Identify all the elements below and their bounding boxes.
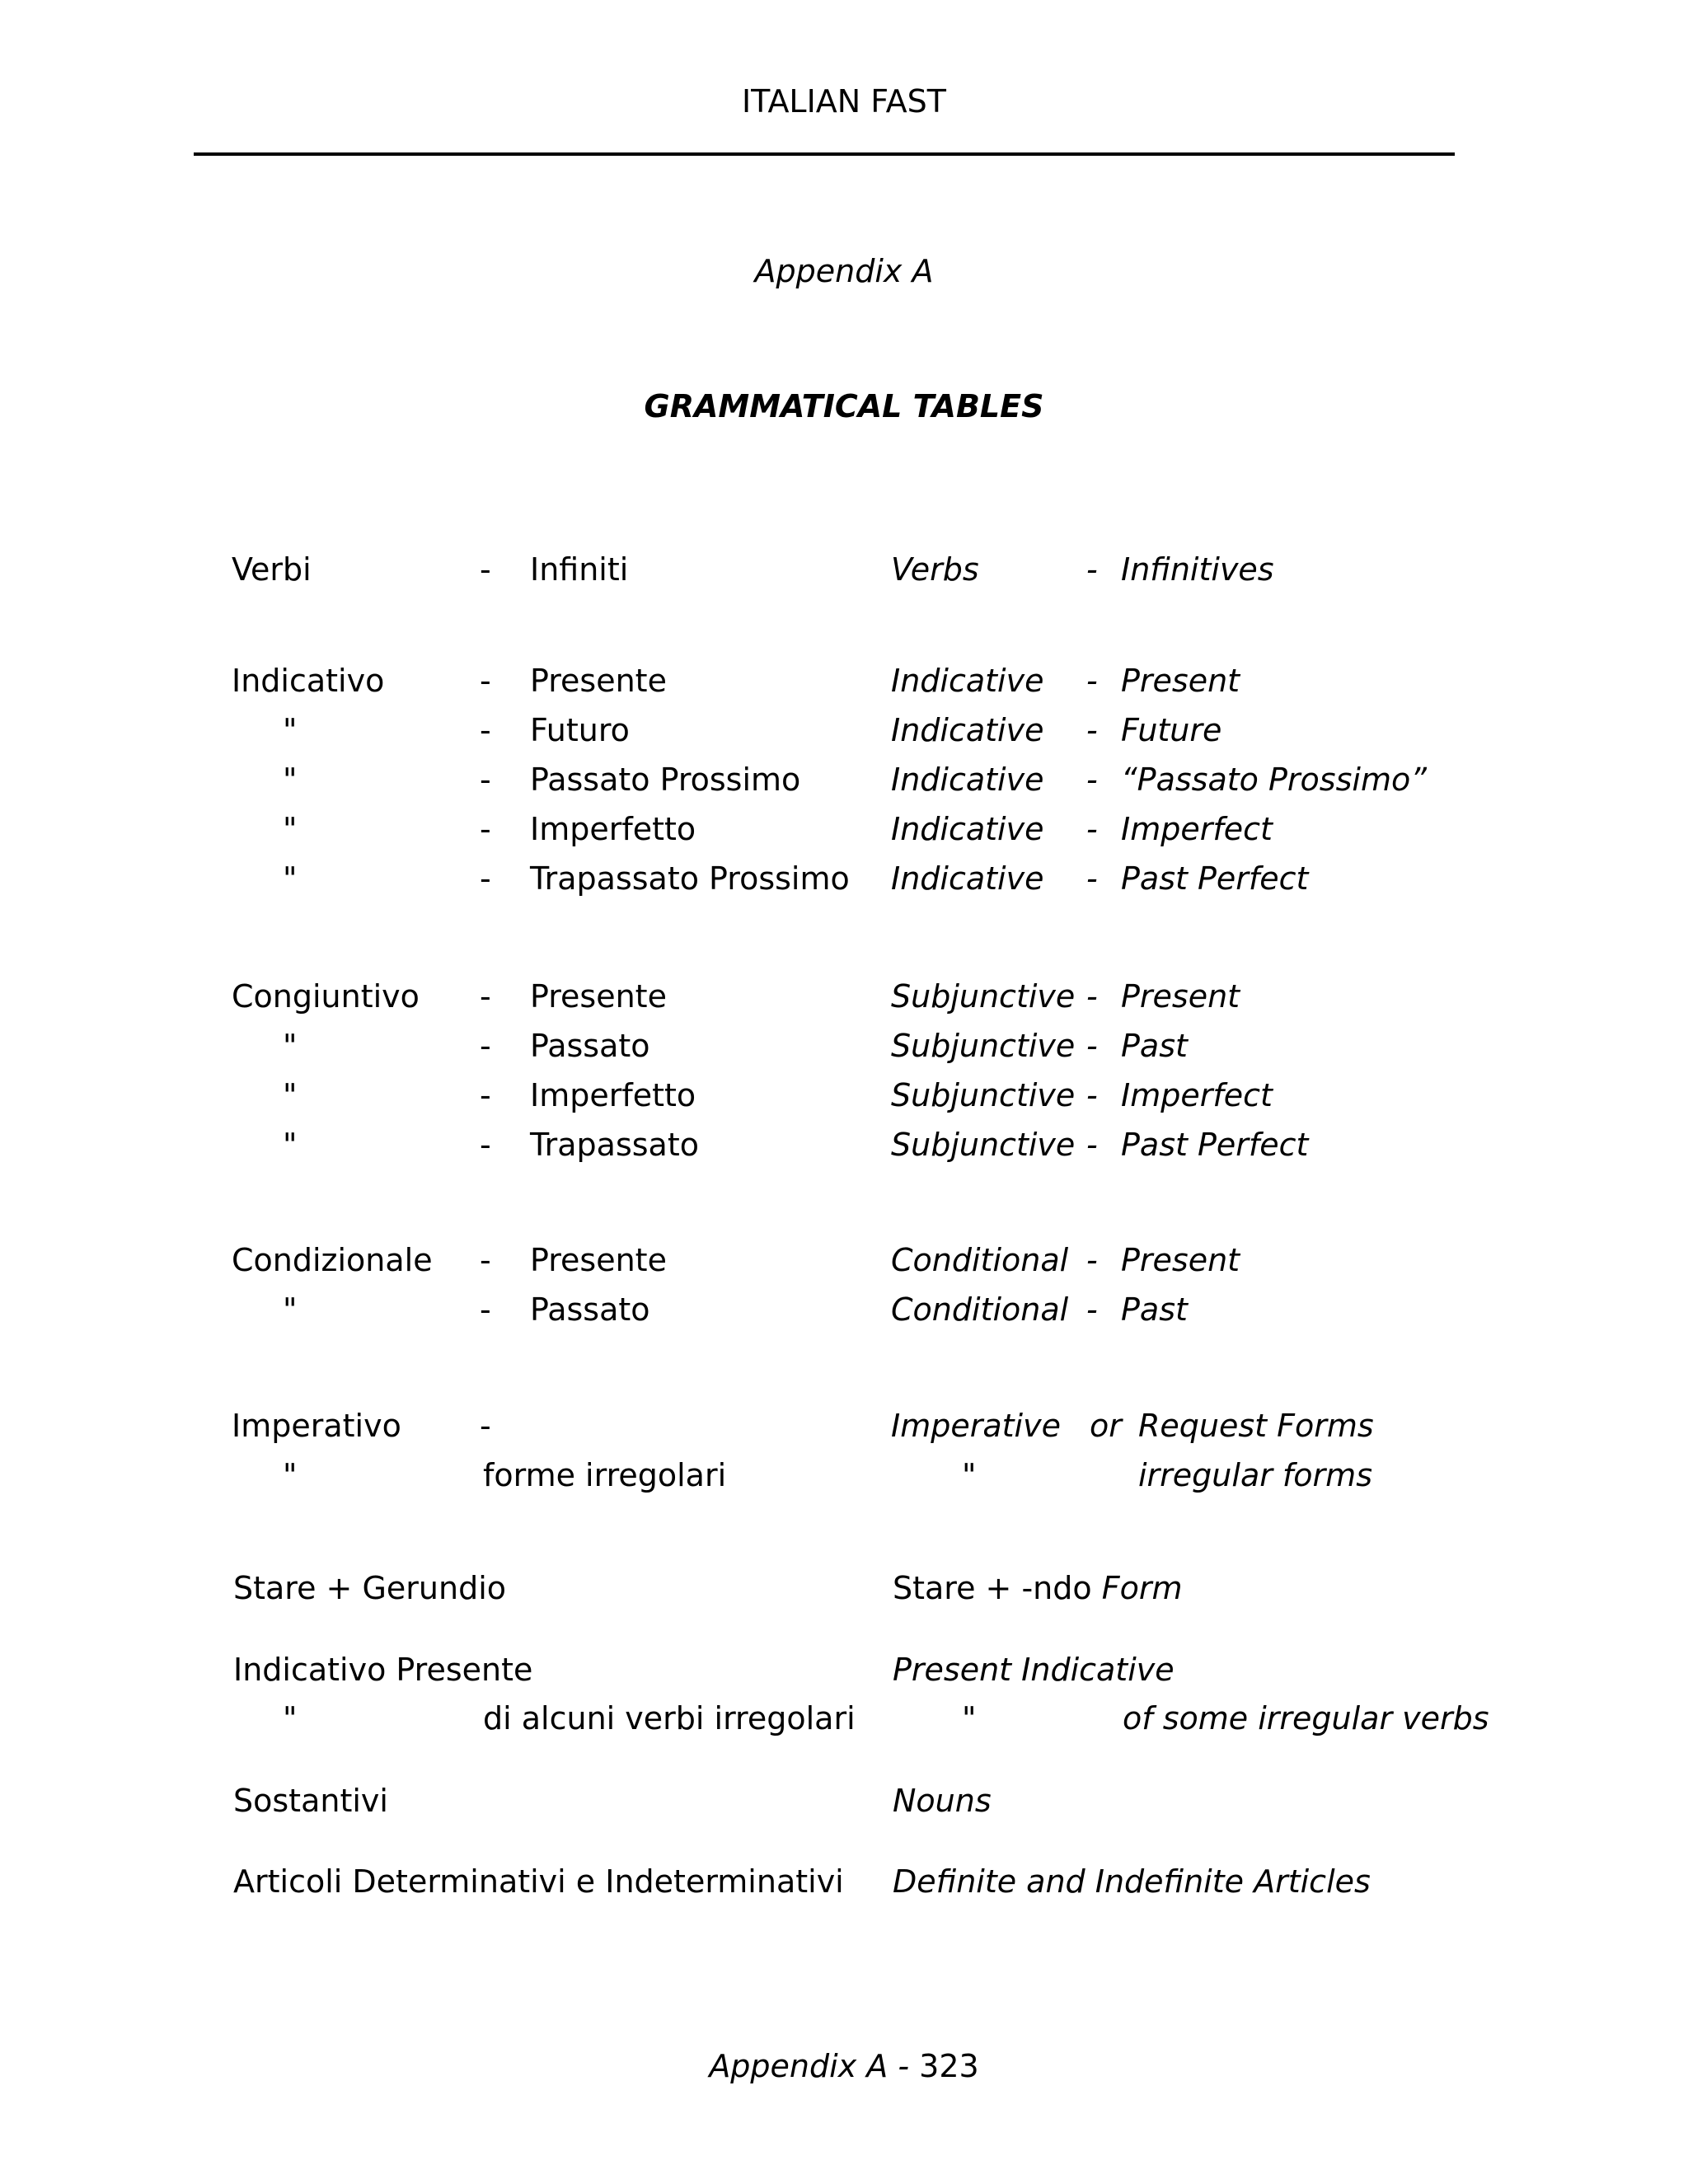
ditto-mark: " bbox=[283, 1457, 298, 1493]
en-connector: or bbox=[1090, 1408, 1122, 1444]
en-term-tail: Form bbox=[1101, 1570, 1183, 1606]
en-dash: - bbox=[1086, 551, 1098, 588]
en-term: Conditional bbox=[891, 1291, 1069, 1328]
en-subterm: of some irregular verbs bbox=[1123, 1700, 1489, 1736]
en-dash: - bbox=[1086, 663, 1098, 699]
en-subterm: Past Perfect bbox=[1121, 860, 1309, 897]
it-dash: - bbox=[480, 1408, 491, 1444]
en-dash: - bbox=[1086, 1028, 1098, 1064]
it-subterm: forme irregolari bbox=[483, 1457, 727, 1493]
it-subterm: Futuro bbox=[530, 712, 630, 748]
it-subterm: di alcuni verbi irregolari bbox=[483, 1700, 856, 1736]
en-subterm: Past bbox=[1121, 1028, 1188, 1064]
appendix-title: Appendix A bbox=[754, 253, 934, 289]
en-subterm: Imperfect bbox=[1121, 1077, 1273, 1113]
section-title: GRAMMATICAL TABLES bbox=[644, 388, 1044, 424]
en-dash: - bbox=[1086, 1291, 1098, 1328]
it-subterm: Imperfetto bbox=[530, 811, 696, 847]
en-term: Indicative bbox=[891, 663, 1044, 699]
ditto-mark: " bbox=[283, 1028, 298, 1064]
it-subterm: Infiniti bbox=[530, 551, 629, 588]
ditto-mark: " bbox=[283, 811, 298, 847]
page-number: 323 bbox=[919, 2048, 979, 2084]
en-term: Subjunctive bbox=[891, 1077, 1076, 1113]
en-term: Indicative bbox=[891, 762, 1044, 798]
en-term: Indicative bbox=[891, 712, 1044, 748]
en-dash: - bbox=[1086, 712, 1098, 748]
ditto-mark: " bbox=[283, 712, 298, 748]
en-dash: - bbox=[1086, 978, 1098, 1015]
en-term: Definite and Indefinite Articles bbox=[893, 1863, 1371, 1900]
en-dash: - bbox=[1086, 811, 1098, 847]
it-term: Articoli Determinativi e Indeterminativi bbox=[233, 1863, 844, 1900]
ditto-mark: " bbox=[283, 762, 298, 798]
it-subterm: Trapassato Prossimo bbox=[530, 860, 850, 897]
it-subterm: Passato Prossimo bbox=[530, 762, 801, 798]
en-dash: - bbox=[1086, 762, 1098, 798]
it-term: Stare + Gerundio bbox=[233, 1570, 507, 1606]
en-subterm: Present bbox=[1121, 1242, 1240, 1278]
en-term: Conditional bbox=[891, 1242, 1069, 1278]
it-term: Condizionale bbox=[232, 1242, 433, 1278]
en-subterm: Past bbox=[1121, 1291, 1188, 1328]
en-term: Subjunctive bbox=[891, 1127, 1076, 1163]
en-term: Subjunctive bbox=[891, 1028, 1076, 1064]
ditto-mark: " bbox=[962, 1700, 977, 1736]
it-dash: - bbox=[480, 1291, 491, 1328]
en-subterm: Present bbox=[1121, 663, 1240, 699]
en-dash: - bbox=[1086, 860, 1098, 897]
en-subterm: Future bbox=[1121, 712, 1222, 748]
it-term: Congiuntivo bbox=[232, 978, 420, 1015]
it-subterm: Passato bbox=[530, 1291, 650, 1328]
en-subterm: Infinitives bbox=[1121, 551, 1274, 588]
header-rule bbox=[194, 152, 1455, 156]
ditto-mark: " bbox=[962, 1457, 977, 1493]
it-dash: - bbox=[480, 811, 491, 847]
en-dash: - bbox=[1086, 1242, 1098, 1278]
en-subterm: Present bbox=[1121, 978, 1240, 1015]
it-term: Sostantivi bbox=[233, 1783, 388, 1819]
en-term: Subjunctive bbox=[891, 978, 1076, 1015]
it-dash: - bbox=[480, 1028, 491, 1064]
it-subterm: Imperfetto bbox=[530, 1077, 696, 1113]
running-title: ITALIAN FAST bbox=[741, 83, 947, 120]
ditto-mark: " bbox=[283, 1700, 298, 1736]
it-dash: - bbox=[480, 712, 491, 748]
en-term: Indicative bbox=[891, 860, 1044, 897]
it-subterm: Presente bbox=[530, 663, 667, 699]
en-dash: - bbox=[1086, 1127, 1098, 1163]
it-subterm: Presente bbox=[530, 1242, 667, 1278]
it-subterm: Trapassato bbox=[530, 1127, 699, 1163]
it-dash: - bbox=[480, 978, 491, 1015]
it-dash: - bbox=[480, 551, 491, 588]
it-term: Indicativo Presente bbox=[233, 1652, 533, 1688]
en-subterm: Imperfect bbox=[1121, 811, 1273, 847]
en-subterm: “Passato Prossimo” bbox=[1121, 762, 1427, 798]
ditto-mark: " bbox=[283, 1127, 298, 1163]
it-term: Verbi bbox=[232, 551, 312, 588]
en-subterm: Request Forms bbox=[1138, 1408, 1374, 1444]
en-term bbox=[893, 1572, 1182, 1604]
it-term: Imperativo bbox=[232, 1408, 401, 1444]
it-subterm: Passato bbox=[530, 1028, 650, 1064]
en-term: Nouns bbox=[893, 1783, 992, 1819]
en-term: Imperative bbox=[891, 1408, 1061, 1444]
it-subterm: Presente bbox=[530, 978, 667, 1015]
it-dash: - bbox=[480, 1077, 491, 1113]
ditto-mark: " bbox=[283, 1291, 298, 1328]
en-term: Verbs bbox=[891, 551, 979, 588]
it-dash: - bbox=[480, 1242, 491, 1278]
it-term: Indicativo bbox=[232, 663, 385, 699]
en-term-lead: Stare + -ndo bbox=[893, 1570, 1092, 1606]
en-term: Present Indicative bbox=[893, 1652, 1175, 1688]
it-dash: - bbox=[480, 860, 491, 897]
ditto-mark: " bbox=[283, 860, 298, 897]
en-subterm: Past Perfect bbox=[1121, 1127, 1309, 1163]
en-dash: - bbox=[1086, 1077, 1098, 1113]
footer-label: Appendix A - bbox=[709, 2048, 910, 2084]
en-subterm: irregular forms bbox=[1138, 1457, 1372, 1493]
it-dash: - bbox=[480, 663, 491, 699]
it-dash: - bbox=[480, 762, 491, 798]
ditto-mark: " bbox=[283, 1077, 298, 1113]
page-footer bbox=[0, 2050, 1688, 2082]
it-dash: - bbox=[480, 1127, 491, 1163]
en-term: Indicative bbox=[891, 811, 1044, 847]
